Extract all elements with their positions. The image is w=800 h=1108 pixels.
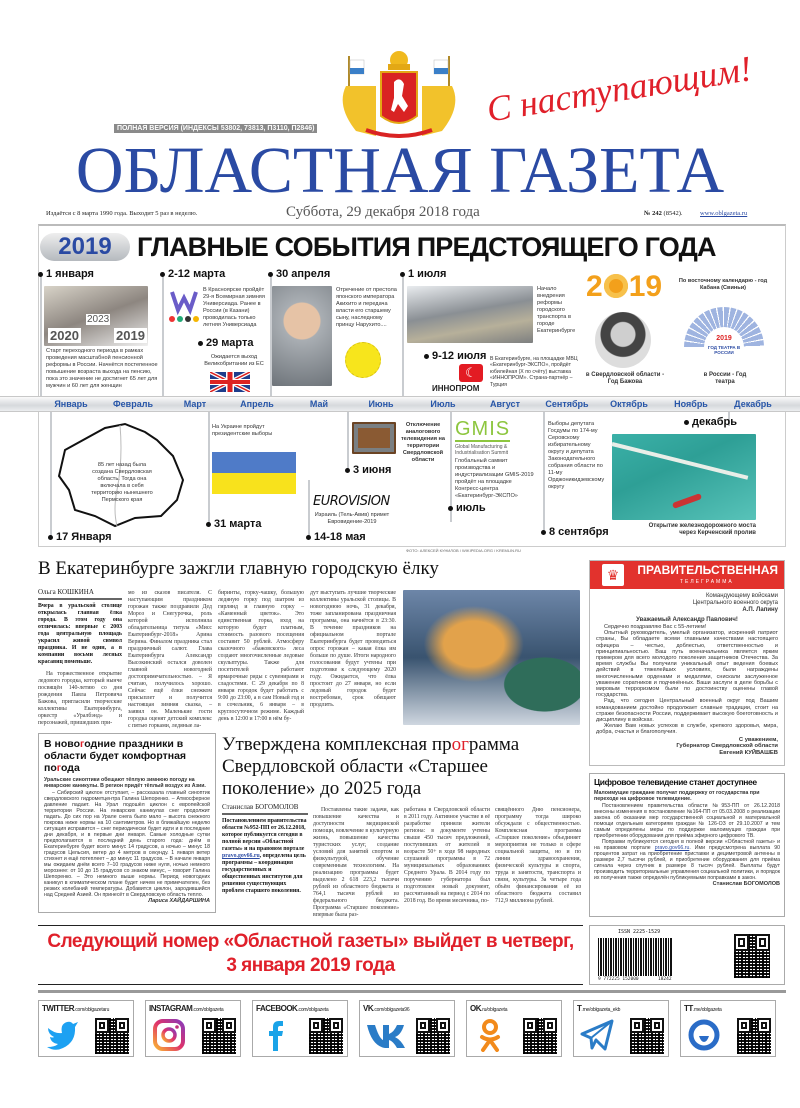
program-lead-text: , определена цель программы – координация государственных и общественных институтов для решения существующих проблем старшего поколения. [222, 853, 306, 894]
theatre-logo-year: 2019 [716, 335, 732, 342]
qr-code-icon[interactable] [202, 1018, 236, 1054]
telegram-signature: С уважением, [738, 736, 778, 743]
social-name: T [577, 1004, 582, 1013]
pravo-link[interactable]: pravo.gov66.ru [654, 845, 690, 852]
event-date: 8 сентября [541, 526, 609, 538]
month-label: Февраль [113, 399, 153, 409]
social-label [363, 1004, 409, 1013]
photo-year: 2023 [87, 314, 110, 325]
tree-headline: В Екатеринбурге зажгли главную городскую ёлку [38, 558, 439, 579]
universiade-logo-icon [168, 288, 200, 324]
telegram-salutation: Уважаемый Александр Павлович! [636, 617, 738, 623]
digital-tv-body [594, 839, 780, 881]
event-date: 17 Января [48, 531, 112, 543]
qr-code-icon[interactable] [734, 934, 770, 978]
year-of-pig-logo [586, 270, 662, 304]
month-label: Апрель [240, 399, 274, 409]
social-link-vk[interactable] [359, 1000, 455, 1057]
digital-tv-author: Станислав БОГОМОЛОВ [712, 881, 780, 888]
event-date: 14-18 мая [306, 531, 366, 543]
issue-number [644, 210, 683, 217]
month-label: Ноябрь [674, 399, 708, 409]
month-label: Сентябрь [545, 399, 589, 409]
telegram-paragraph: Рад, что сегодня Центральный военный округ под Вашим командованием достойно продолжает славные традиции, стоит на страже безопасности России, поддерживает высокую боеготовность и дисциплину в войсках. [596, 698, 778, 724]
theatre-year-logo [682, 305, 766, 363]
qr-code-icon[interactable] [523, 1018, 557, 1054]
event-text: Отключение аналогового телевидения на территории Свердловской области [400, 422, 446, 463]
issn-box [589, 925, 785, 985]
social-label [577, 1004, 620, 1013]
russian-eagle-icon: ♛ [602, 564, 624, 586]
theatre-logo-text: ГОД ТЕАТРА В РОССИИ [707, 345, 741, 355]
weather-article [38, 733, 216, 913]
digital-tv-article [589, 773, 785, 917]
qr-code-icon[interactable] [95, 1018, 129, 1054]
vk-icon [366, 1018, 406, 1057]
month-label: Июнь [368, 399, 394, 409]
timeline-heading: ГЛАВНЫЕ СОБЫТИЯ ПРЕДСТОЯЩЕГО ГОДА [137, 232, 716, 262]
event-date: 1 июля [400, 268, 446, 280]
barcode-icon [598, 938, 673, 976]
christmas-tree-photo [403, 590, 580, 725]
odnoklassniki-icon [473, 1018, 507, 1057]
social-link-twitter[interactable] [38, 1000, 134, 1057]
headline-part: ода [61, 762, 80, 774]
social-link-tt[interactable] [680, 1000, 776, 1057]
social-handle: .me/oblgazeta [692, 1007, 722, 1013]
tree-column: мо из сказов писателя. С наступающим праздником горожан также поздравили Дед Мороз и Снегурочка, роль которой исполнила обладательница титула «Мисс Екатеринбург-2018» Арина Верина. Финалом праздника стал праздничный салют. Глава Екатеринбурга Александр Высокинский остался доволен главной новогодней достопримечательностью. – Я считаю, получилось хорошо. Сейчас ещё ёлки снежком присыплет и получится настоящая зимняя сказка, – заявил он. Маленькие гости городка оценят детский комплекс с пятью горками, ледяные ла- [128, 590, 212, 729]
founded-note: Издаётся с 8 марта 1990 года. Выходит 5 раз в неделю. [46, 210, 198, 217]
digital-tv-lead: Малоимущие граждане получат поддержку от государства при переходе на цифровое телевидение. [594, 790, 760, 803]
photo-year: 2019 [116, 328, 145, 343]
issue-no: № 242 [644, 210, 662, 217]
tree-lead: Вчера в уральской столице открылась главная ёлка города. В этом году она отличилась: впервые с 2003 года центральную площадь украсил живой символ праздника. И не один, а в компании восьми лесных красавиц поменьше. [38, 603, 122, 665]
social-handle: .ru/oblgazeta [481, 1007, 508, 1013]
program-lead [222, 818, 308, 895]
tree-column: дут выступать лучшие творческие коллективы уральской столицы. В новогоднюю ночь, 31 декабря, тоже запланирована праздничная программа, она начнётся в 23:30. В течение праздников на официальном портале Екатеринбурга будет проводиться опрос горожан – какая ёлка им больше по душе. Итоги народного голосования будут учтены при подготовке к следующему 2020 году. Ожидается, что ёлка простоит до 27 января, но если ледовый городок будет востребован, срок обещают продлить. [310, 590, 396, 708]
social-handle: .com/oblgazeta96 [373, 1007, 410, 1013]
event-text: Открытие железнодорожного моста через Керченский пролив [648, 523, 756, 536]
telegram-paragraph: Сердечно поздравляю Вас с 55-летием! [604, 624, 707, 630]
event-date: 2-12 марта [160, 268, 225, 280]
social-label [149, 1004, 223, 1013]
tree-first-column [38, 588, 122, 727]
website-link[interactable]: www.oblgazeta.ru [700, 210, 748, 217]
qr-code-icon[interactable] [416, 1018, 450, 1054]
ukraine-flag-icon [212, 452, 296, 494]
body-text: Поправки публикуются сегодня в полной версии «Областной газеты» и на правовом портале [594, 839, 780, 852]
telegram-signature: Губернатор Свердловской области [676, 743, 778, 750]
headline-part: одние праздники в области будет комфортная по [44, 738, 187, 774]
program-headline [222, 734, 584, 800]
issue-total: (8542). [663, 210, 683, 217]
tree-column: биринты, горку-чашку, большую ледяную горку под шатром из гирлянд и главную горку – «Каменный цветок». Это единственная горка, вход на которую будет платным, стоимость разового посещения составит 50 рублей. Атмосферу сказочного «бажовского» леса создают многочисленные ледовые скульптуры. Также для посетителей работают ярмарочные ряды с сувенирами и сладостями. С 29 декабря по 8 января городок будет работать с 9:00 до 23:00, а в сам Новый год и в сочельник, 6 января – в круглосуточном режиме. Каждый день в 12:00 и 17:00 в нём бу- [218, 590, 304, 722]
telegram-addressee-name: А.П. Лапину [742, 607, 778, 613]
weather-body: – Сибирский циклон отступает, – рассказала главный синоптик свердловского гидрометцентра Галина Шепоренко. – Атмосферное давление падает. На Урал подошёл циклон с европейской территории России. На январских каникулах снег продолжит падать. До сих пор на Урале снега было мало – высота снежного покрова ниже нормы на 10 сантиметров. Но в ближайшую неделю ситуация исправится – снег периодически будет идти и в последние дни декабря, и в первые дни января. Самые холодные сутки предполагаются в последний день старого года: днём в Екатеринбурге будет всего минус 14 градусов, а ночью – минус 18 градусов Цельсия, ветер до 4 метров в секунду. 1 января ветер стихнет и ещё потеплеет – до минус 11 градусов. – В начале января мы ожидаем днём всего 7–10 градусов ниже нуля, ночью немного морознее: от 10 до 15 градусов со знаком минус, – говорит Галина Шепоренко. – Это немного выше нормы. Период новогодних каникул в климатическом плане будет ничем не примечателен, без резких колебаний температуры. Добавится циклон, зародившийся над Средней Азией. Он принесёт в Свердловскую область тепло. [44, 790, 210, 898]
telegram-paragraph: Желаю Вам новых успехов в службе, крепкого здоровья, мира, добра, счастья и благополучия. [596, 723, 778, 736]
telegram-addressee: Центрального военного округа [692, 600, 778, 606]
event-text: Старт переходного периода в рамках проведения масштабной пенсионной реформы в России. Начнётся постепенное повышение возраста выхода на пенсию, пока это значение не достигнет 65 лет для мужчин и 60 лет для женщин [46, 348, 158, 389]
photo-year: 2020 [50, 328, 79, 343]
body-text: . Ими предусмотрена выплата 90 процентов затрат на приобретение приставки и дециметровой антенны в размере 2,7 тысячи рублей, и приобретение оборудования для приёма сигнала через спутник в размере 8 тысяч рублей. Выплаты будут производить территориальные управления социальной политики, и порядок их получения также определён публикуемыми поправками в закон. [594, 845, 780, 882]
gmis-subtitle: Global Manufacturing & Industrialisation Summit [455, 444, 509, 456]
bazhov-portrait [595, 312, 651, 368]
qr-code-icon[interactable] [737, 1018, 771, 1054]
event-text: В Красноярске пройдёт 29-я Всемирная зимняя Универсиада. Ранее в России (в Казани) проводилась только летняя Универсиада [203, 287, 265, 328]
event-text: Начало внедрения реформы городского транспорта в городе Екатеринбурге [537, 286, 576, 334]
event-date: декабрь [684, 416, 737, 428]
photo-credit: ФОТО: АЛЕКСЕЙ КУНИЛОВ / WIKIPEDIA.ORG / KREMLIN.RU [406, 548, 521, 553]
headline-part: рамма Свердловской области «Старшее поколение» до 2025 года [222, 734, 520, 799]
telegram-plane-icon [580, 1018, 614, 1057]
banner-rule [38, 984, 583, 985]
tree-column: На торжественное открытие ледового городка, который нынче посвящён 140-летию со дня рождения Павла Петровича Бажова, пригласили творческие коллективы Екатеринбурга, оркестр «Уралбэнд» и персонажей, пришедших при- [38, 671, 122, 726]
barcode-digits: 18242 [658, 977, 672, 982]
social-label [42, 1004, 109, 1013]
government-telegram [589, 560, 785, 766]
year-badge: 2019 [40, 233, 130, 261]
event-date: 29 марта [198, 337, 253, 349]
headline-part: Утверждена комплексная пр [222, 734, 452, 755]
event-text: В Екатеринбурге, на площадке МВЦ «Екатеринбург-ЭКСПО», пройдёт юбилейная (X по счёту) выставка «ИННОПРОМ». Страна-партнёр – Турция [490, 356, 578, 388]
social-label [256, 1004, 328, 1013]
pig-year-digits: 19 [628, 270, 663, 303]
event-date: 30 апреля [268, 268, 330, 280]
month-label: Март [183, 399, 207, 409]
pravo-link[interactable]: pravo.gov66.ru [222, 853, 260, 859]
eurovision-logo: EUROVISION [313, 494, 390, 509]
tamtam-icon [687, 1018, 721, 1057]
newspaper-title: ОБЛАСТНАЯ ГАЗЕТА [75, 134, 725, 207]
edition-note: ПОЛНАЯ ВЕРСИЯ (ИНДЕКСЫ 53802, 73813, П3110, П2846) [114, 124, 317, 133]
qr-code-icon[interactable] [630, 1018, 664, 1054]
event-text: Глобальный саммит производства и индустриализации GMIS-2019 пройдёт на площадке Конгресс-центра «Екатеринбург-ЭКСПО» [455, 458, 534, 499]
old-tv-photo [352, 422, 396, 454]
twitter-bird-icon [45, 1018, 79, 1057]
headline-part: ог [451, 734, 469, 755]
event-date: 31 марта [206, 518, 261, 530]
facebook-f-icon [259, 1018, 293, 1057]
pig-year-digit: 2 [586, 270, 603, 303]
pig-year-text: По восточному календарю - год Кабана (Свиньи) [678, 278, 768, 291]
month-label: Октябрь [610, 399, 648, 409]
event-text: Выборы депутата Госдумы по 174-му Серовскому избирательному округу и депутата Законодательного собрания области по 11-му Орджоникидзевскому округу [548, 421, 605, 490]
turkey-flag-icon: ☾ [459, 364, 483, 382]
social-name: INSTAGRAM [149, 1004, 193, 1013]
headline-part: В ново [44, 738, 80, 750]
telegram-signature: Евгений КУЙВАШЕВ [719, 749, 778, 756]
barcode-digits: 9 772225 152000 [598, 977, 639, 982]
event-text: На Украине пройдут президентские выборы [212, 424, 273, 437]
event-date: 9-12 июля [424, 350, 486, 362]
social-name: OK [470, 1004, 481, 1013]
social-link-instagram[interactable] [145, 1000, 241, 1057]
digital-tv-body: Постановлением правительства области №953-ПП от 26.12.2018 внесены изменения в постановление №164-ПП от 05.03.2008 о реализации закона об оказании мер государственной социальной и материальной помощи отдельным категориям граждан № 126-ОЗ от 29.10.2007 и тем самым определены меры по поддержке малоимущих граждан при приобретении оборудования для приёма эфирного цифрового ТВ. [594, 803, 780, 840]
event-text: 85 лет назад была создана Свердловская область. Тогда она включала в себя территорию нынешнего Пермского края [91, 462, 153, 503]
social-link-ok[interactable] [466, 1000, 562, 1057]
social-handle: .com/oblgazeta [192, 1007, 224, 1013]
footer-rule [38, 990, 786, 993]
headline-part: г [80, 738, 85, 750]
social-label [470, 1004, 507, 1013]
innoprom-logo: ИННОПРОМ [432, 384, 480, 393]
event-date: июль [448, 502, 535, 515]
social-label [684, 1004, 722, 1013]
social-handle: .com/oblgazetaru [74, 1007, 110, 1013]
program-author: Станислав БОГОМОЛОВ [222, 803, 308, 815]
social-name: TT [684, 1004, 693, 1013]
event-text: Отречение от престола японского императора Акихито и передача власти его старшему сыну, наследному принцу Нарухито.... [336, 287, 397, 328]
issue-date: Суббота, 29 декабря 2018 года [286, 204, 480, 220]
gmis-logo: GMIS [455, 418, 511, 440]
banner-line: Следующий номер «Областной газеты» выйдет в четверг, [47, 931, 574, 952]
month-label: Май [309, 399, 329, 409]
telegram-title: ПРАВИТЕЛЬСТВЕННАЯ [637, 563, 778, 577]
telegram-addressee: Командующему войсками [705, 593, 778, 599]
tree-author: Ольга КОШКИНА [38, 588, 122, 600]
headline-part: г [56, 762, 62, 774]
month-label: Декабрь [734, 399, 772, 409]
social-name: TWITTER [42, 1004, 75, 1013]
greeting: С наступающим! [484, 48, 755, 130]
month-label: Август [490, 399, 520, 409]
pig-face-icon [604, 274, 628, 298]
qr-code-icon[interactable] [309, 1018, 343, 1054]
event-date: 1 января [38, 268, 94, 280]
program-lead-text: Постановлением правительства области №952-ПП от 26.12.2018, которое публикуется сегодня в полной версии «Областной газеты» и на правовом портале [222, 818, 307, 852]
social-name: FACEBOOK [256, 1004, 298, 1013]
banner-line: 3 января 2019 года [226, 955, 395, 976]
program-column: работана в Свердловской области в 2011 году. Активное участие в её разработке приняли жители региона: в документе учтены свыше 450 тысяч предложений, поступивших от жителей в возрасте 50+ в ходе 98 народных слушаний программы в 72 муниципальных образованиях Среднего Урала. В 2014 году по поручению губернатора был подготовлен новый документ, рассчитанный на период с 2014 по 2018 год. Во время месячника, по- [404, 807, 490, 904]
month-label: Июль [430, 399, 456, 409]
event-date: 3 июня [345, 464, 391, 476]
event-text: Ожидается выход Великобритании из ЕС [204, 354, 264, 367]
telegram-paragraph: Опытный руководитель, умелый организатор, искренний патриот страны, Вы обладаете всеми главными качествами настоящего офицера – честью, доблестью, ответственностью и принципиальностью. Ваш путь военачальника является ярким примером для всего молодого поколения защитников Отечества. За время службы Вы получили уникальный опыт ведения боевых действий в тяжелейших условиях, были награждены многочисленными орденами и медалями, снискали заслуженное уважение соратников и подчинённых. Ваши заслуги в деле борьбы с мировым терроризмом были по достоинству оценены главой государства. [596, 630, 778, 699]
uk-flag-icon [210, 372, 250, 392]
digital-tv-headline: Цифровое телевидение станет доступнее [594, 777, 757, 787]
banner-rule [38, 925, 583, 926]
weather-headline [44, 738, 210, 774]
pension-photo [44, 286, 148, 346]
telegram-subtitle: ТЕЛЕГРАММА [680, 579, 734, 585]
emperor-photo [272, 286, 332, 386]
month-label: Январь [54, 399, 88, 409]
instagram-camera-icon [152, 1018, 186, 1057]
chrysanthemum-seal-icon [345, 342, 381, 378]
bazhov-text: в Свердловской области - Год Бажова [585, 372, 665, 385]
program-first-column [222, 803, 308, 895]
social-handle: .com/oblgazeta [297, 1007, 329, 1013]
social-link-facebook[interactable] [252, 1000, 348, 1057]
bus-interior-photo [407, 286, 533, 343]
weather-lead: Уральские синоптики обещают тёплую зимнюю погоду на январские каникулы. В регион придёт тёплый воздух из Азии. [44, 777, 206, 789]
crimean-bridge-photo [612, 434, 756, 520]
social-handle: .me/oblgazeta_ekb [581, 1007, 621, 1013]
telegram-header [590, 561, 784, 589]
weather-author: Лариса ХАЙДАРШИНА [148, 898, 210, 904]
coat-of-arms-icon [336, 46, 462, 138]
theatre-text: в России - Год театра [703, 372, 747, 385]
issn-label: ISSN 2225-1529 [618, 929, 661, 935]
event-text: Израиль (Тель-Авив) примет Евровидение-2019 [314, 512, 390, 525]
social-link-t[interactable] [573, 1000, 669, 1057]
gmis-event [455, 418, 535, 515]
program-column: Поставлены такие задачи, как повышение качества и доступности медицинской помощи, вовлечение в культурную жизнь, повышение качества туристских услуг, создание условий для занятий спортом и физкультурой, обучение современным технологиям. На реализацию программы будет выделено 2 618 223,2 тысячи рублей из областного бюджета и 764,1 тысячи рублей из федерального бюджета. Программа «Старшее поколение» впервые была раз- [313, 807, 399, 918]
social-name: VK [363, 1004, 374, 1013]
program-column: свящённого Дню пенсионера, программу тогда широко обсуждали с общественностью. Комплексная программа «Старшее поколение» объединяет мероприятия не только в сфере социальной защиты, но и по линии здравоохранения, физической культуры и спорта, труда и занятости, транспорта и связи, культуры. За четыре года объём финансирования её из областного бюджета составил 712,9 миллиона рублей. [495, 807, 581, 904]
next-issue-banner [38, 930, 583, 978]
